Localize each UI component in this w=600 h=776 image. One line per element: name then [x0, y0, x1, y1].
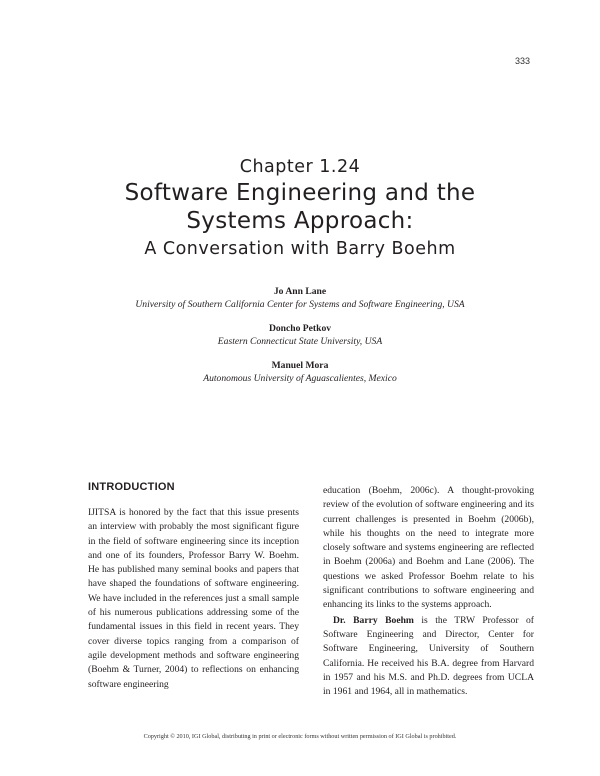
author-entry — [0, 285, 600, 311]
chapter-subtitle: A Conversation with Barry Boehm — [144, 239, 456, 259]
author-affiliation: Autonomous University of Aguascalientes, Mexico — [203, 373, 397, 384]
author-list — [0, 285, 600, 396]
bio-text: is the TRW Professor of Software Engineering and Director, Center for Software Engineering, University of Southern California. He received his B.A. degree from Harvard in 1957 and his M.S. and Ph.D. degrees from UCLA in 1961 and 1964, all in mathematics. — [323, 614, 535, 698]
author-name: Jo Ann Lane — [273, 286, 327, 297]
left-column — [88, 480, 299, 692]
chapter-title-block — [0, 155, 600, 262]
author-name: Doncho Petkov — [268, 323, 332, 334]
right-column — [323, 484, 534, 699]
intro-paragraph: IJITSA is honored by the fact that this issue presents an interview with probably the most significant figure in the field of software engineering since its inception and one of its founders, Professor Barry W. Boehm. He has published many seminal books and papers that have shaped the foundations of software engineering. We have included in the references just a small sample of his numerous publications addressing some of the fundamental issues in this field in recent years. They cover diverse topics ranging from a comparison of agile development methods and software engineering (Boehm & Turner, 2004) to reflections on enhancing software engineering — [88, 507, 299, 690]
section-heading: INTRODUCTION — [88, 481, 175, 493]
bio-name: Dr. Barry Boehm — [333, 614, 414, 626]
author-entry — [0, 359, 600, 385]
page-number: 333 — [514, 56, 530, 66]
intro-paragraph-continued: education (Boehm, 2006c). A thought-provoking review of the evolution of software engineering and its current challenges is presented in Boehm (2006b), while his thoughts on the need to integrate more closely software and systems engineering are reflected in Boehm (2006a) and Boehm and Lane (2006). The questions we asked Professor Boehm relate to his significant contributions to software engineering and enhancing its links to the systems approach. — [323, 485, 534, 611]
chapter-title-line-1: Software Engineering and the — [124, 180, 476, 206]
author-affiliation: Eastern Connecticut State University, USA — [217, 336, 383, 347]
author-entry — [0, 322, 600, 348]
bio-paragraph — [323, 614, 534, 700]
author-affiliation: University of Southern California Center for Systems and Software Engineering, USA — [135, 299, 465, 310]
copyright-notice: Copyright © 2010, IGI Global, distributing in print or electronic forms without written permission of IGI Global is prohibited. — [143, 733, 457, 740]
chapter-title-line-2: Systems Approach: — [186, 208, 414, 234]
chapter-label: Chapter 1.24 — [239, 157, 361, 177]
author-name: Manuel Mora — [271, 360, 329, 371]
